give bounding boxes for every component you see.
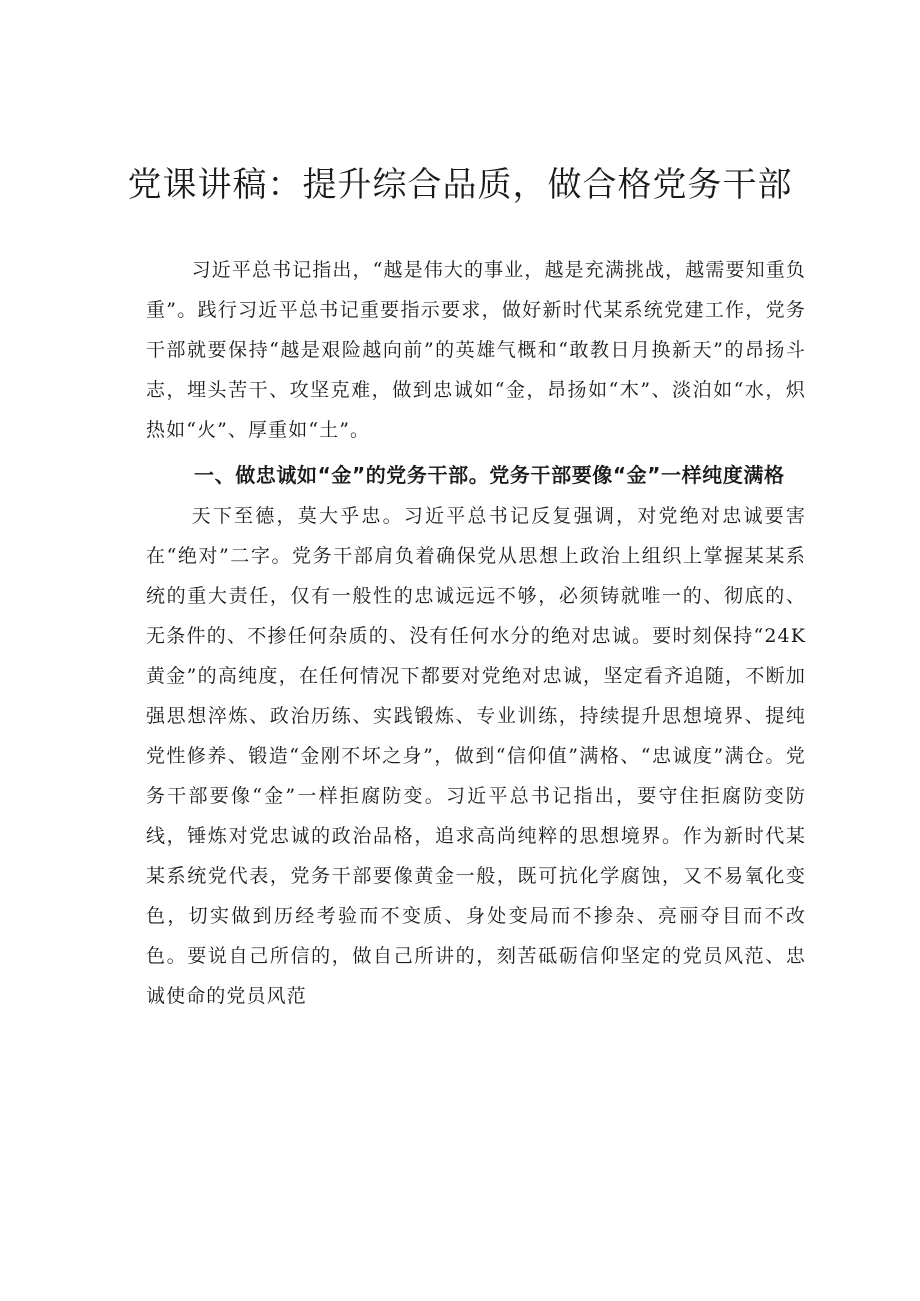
intro-paragraph: 习近平总书记指出，“越是伟大的事业，越是充满挑战，越需要知重负重”。践行习近平总书记重要指示要求，做好新时代某系统党建工作，党务干部就要保持“越是艰险越向前”的英雄气概和“敢教日月换新天”的昂扬斗志，埋头苦干、攻坚克难，做到忠诚如“金，昂扬如“木”、淡泊如“水，炽热如“火”、厚重如“土”。 bbox=[146, 259, 806, 441]
section-paragraph: 天下至德，莫大乎忠。习近平总书记反复强调，对党绝对忠诚要害在“绝对”二字。党务干部肩负着确保党从思想上政治上组织上掌握某某系统的重大责任，仅有一般性的忠诚远远不够，必须铸就唯一的、彻底的、无条件的、不掺任何杂质的、没有任何水分的绝对忠诚。要时刻保持“24K黄金”的高纯度，在任何情况下都要对党绝对忠诚，坚定看齐追随，不断加强思想淬炼、政治历练、实践锻炼、专业训练，持续提升思想境界、提纯党性修养、锻造“金刚不坏之身”，做到“信仰值”满格、“忠诚度”满仓。党务干部要像“金”一样拒腐防变。习近平总书记指出，要守住拒腐防变防线，锤炼对党忠诚的政治品格，追求高尚纯粹的思想境界。作为新时代某某系统党代表，党务干部要像黄金一般，既可抗化学腐蚀，又不易氧化变色，切实做到历经考验而不变质、身处变局而不掺杂、亮丽夺目而不改色。要说自己所信的，做自己所讲的，刻苦砥砺信仰坚定的党员风范、忠诚使命的党员风范 bbox=[146, 505, 806, 1007]
document-title: 党课讲稿：提升综合品质，做合格党务干部 bbox=[127, 165, 793, 205]
document-body bbox=[146, 250, 806, 1016]
section-heading: 一、做忠诚如“金”的党务干部。党务干部要像“金”一样纯度满格 bbox=[194, 463, 785, 487]
